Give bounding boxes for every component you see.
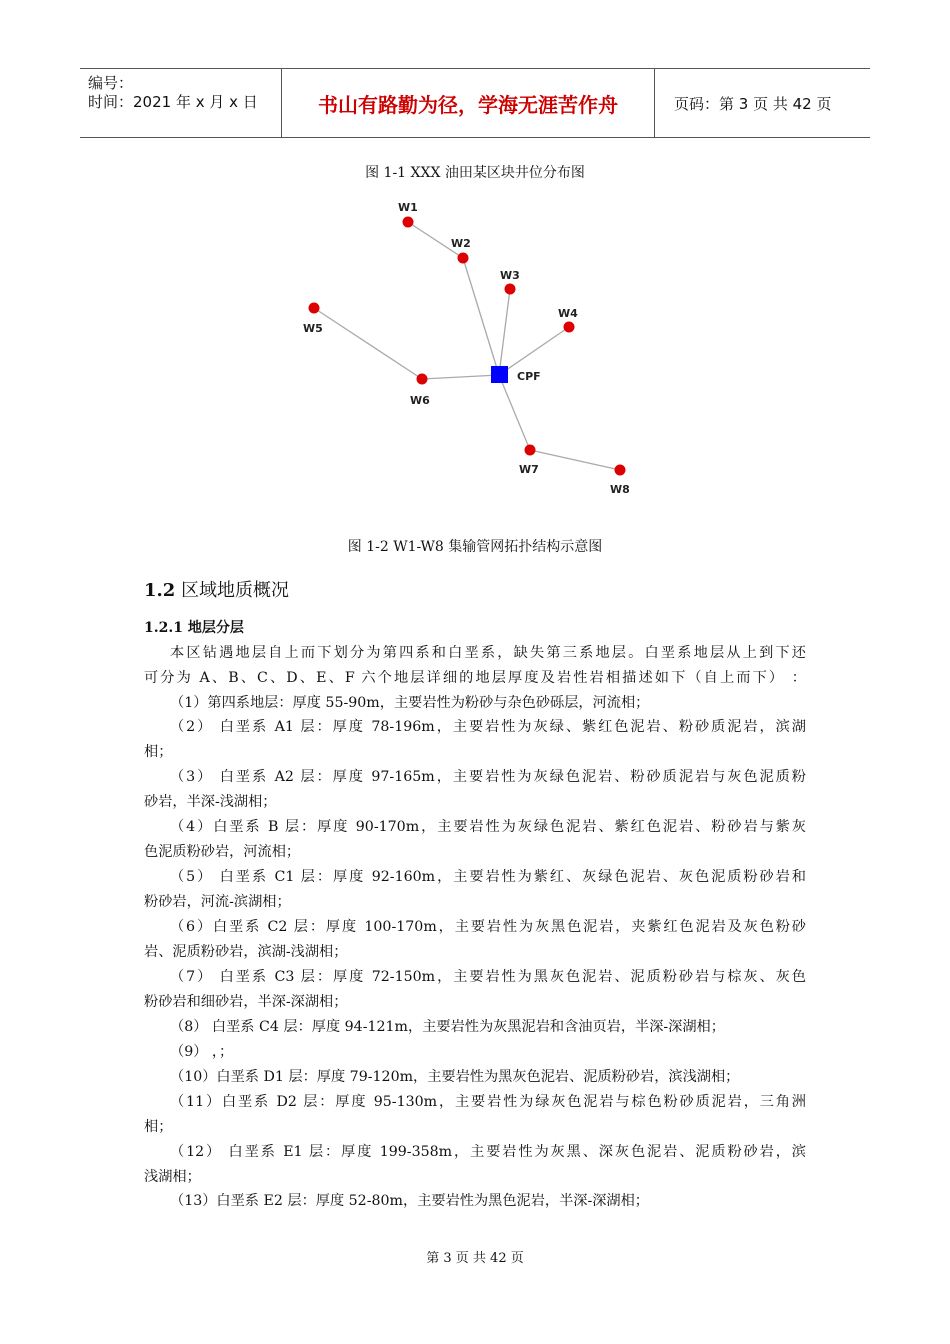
label-w2: W2 — [451, 237, 471, 250]
page-footer: 第 3 页 共 42 页 — [426, 1251, 524, 1266]
subsection-heading — [144, 617, 244, 637]
label-w5: W5 — [303, 322, 323, 335]
body-line: （5） 白垩系 C1 层：厚度 92-160m，主要岩性为紫红、灰绿色泥岩、灰色泥质粉砂岩和 — [170, 869, 806, 885]
body-line: （4）白垩系 B 层：厚度 90-170m，主要岩性为灰绿色泥岩、紫红色泥岩、粉砂岩与紫灰 — [170, 819, 806, 835]
header-page-info — [664, 69, 870, 137]
body-line: （12） 白垩系 E1 层：厚度 199-358m，主要岩性为灰黑、深灰色泥岩、泥质粉砂岩，滨 — [170, 1144, 806, 1160]
document-date: 时间：2021 年 x 月 x 日 — [88, 93, 258, 111]
label-w3: W3 — [500, 269, 520, 282]
body-line: 粉砂岩，河流-滨湖相； — [144, 894, 291, 910]
label-w4: W4 — [558, 307, 578, 320]
label-w1: W1 — [398, 201, 418, 214]
label-w6: W6 — [410, 394, 430, 407]
well-node-w3 — [505, 284, 516, 295]
label-w7: W7 — [519, 463, 539, 476]
figure-1-1-caption: 图 1-1 XXX 油田某区块井位分布图 — [365, 165, 585, 181]
label-w8: W8 — [610, 483, 630, 496]
body-line: （7） 白垩系 C3 层：厚度 72-150m，主要岩性为黑灰色泥岩、泥质粉砂岩与棕灰、灰色 — [170, 969, 806, 985]
edge-w7-w8 — [530, 450, 620, 470]
edge-w4-cpf — [499, 327, 569, 375]
document-number-label: 编号： — [88, 74, 134, 92]
body-line: （6）白垩系 C2 层：厚度 100-170m，主要岩性为灰黑色泥岩，夹紫红色泥岩及灰色粉砂 — [170, 919, 806, 935]
body-line: （8） 白垩系 C4 层：厚度 94-121m，主要岩性为灰黑泥岩和含油页岩，半深-深湖相； — [170, 1019, 725, 1035]
body-line: （9） ，； — [170, 1044, 234, 1060]
body-line: （10）白垩系 D1 层：厚度 79-120m，主要岩性为黑灰色泥岩、泥质粉砂岩，滨浅湖相； — [170, 1069, 740, 1085]
well-node-w5 — [309, 303, 320, 314]
edge-cpf-w7 — [499, 375, 530, 450]
body-line: 粉砂岩和细砂岩，半深-深湖相； — [144, 994, 348, 1010]
well-node-w8 — [615, 465, 626, 476]
subsection-title: 地层分层 — [187, 620, 244, 636]
section-heading — [144, 576, 289, 602]
body-line: （13）白垩系 E2 层：厚度 52-80m，主要岩性为黑色泥岩，半深-深湖相； — [170, 1193, 649, 1209]
well-nodes — [309, 217, 626, 476]
body-line: 砂岩，半深-浅湖相； — [144, 794, 277, 810]
section-title: 区域地质概况 — [181, 580, 290, 601]
well-node-w6 — [417, 374, 428, 385]
body-line: （2） 白垩系 A1 层：厚度 78-196m，主要岩性为灰绿、紫红色泥岩、粉砂质泥岩，滨湖 — [170, 719, 806, 735]
body-line: 相； — [144, 1119, 173, 1135]
header-meta — [80, 69, 280, 137]
page-header — [80, 68, 870, 138]
body-line: （11）白垩系 D2 层：厚度 95-130m，主要岩性为绿灰色泥岩与棕色粉砂质泥岩，三角洲 — [170, 1094, 806, 1110]
edge-w2-cpf — [463, 258, 499, 375]
edge-w3-cpf — [499, 289, 510, 375]
body-line: 可分为 A、B、C、D、E、F 六个地层详细的地层厚度及岩性岩相描述如下（自上而下） ： — [144, 670, 806, 686]
header-motto: 书山有路勤为径，学海无涯苦作舟 — [281, 69, 655, 137]
well-node-w1 — [403, 217, 414, 228]
label-cpf: CPF — [517, 370, 541, 383]
edge-w5-w6 — [314, 308, 422, 379]
cpf-hub-square — [491, 366, 508, 383]
subsection-number: 1.2.1 — [144, 620, 183, 636]
edge-w6-cpf — [422, 375, 499, 379]
body-line: （3） 白垩系 A2 层：厚度 97-165m，主要岩性为灰绿色泥岩、粉砂质泥岩与灰色泥质粉 — [170, 769, 806, 785]
body-line: 色泥质粉砂岩，河流相； — [144, 844, 301, 860]
page-info-text: 页码：第 3 页 共 42 页 — [674, 94, 832, 113]
pipeline-network-diagram — [290, 192, 650, 512]
figure-1-2-caption: 图 1-2 W1-W8 集输管网拓扑结构示意图 — [347, 539, 603, 555]
body-line: 相； — [144, 744, 173, 760]
section-number: 1.2 — [144, 580, 176, 601]
well-node-w4 — [564, 322, 575, 333]
well-node-w7 — [525, 445, 536, 456]
body-line: （1）第四系地层：厚度 55-90m，主要岩性为粉砂与杂色砂砾层，河流相； — [170, 695, 650, 711]
body-line: 岩、泥质粉砂岩，滨湖-浅湖相； — [144, 944, 348, 960]
body-line: 浅湖相； — [144, 1169, 201, 1185]
body-line: 本区钻遇地层自上而下划分为第四系和白垩系，缺失第三系地层。白垩系地层从上到下还 — [170, 645, 806, 661]
well-node-w2 — [458, 253, 469, 264]
